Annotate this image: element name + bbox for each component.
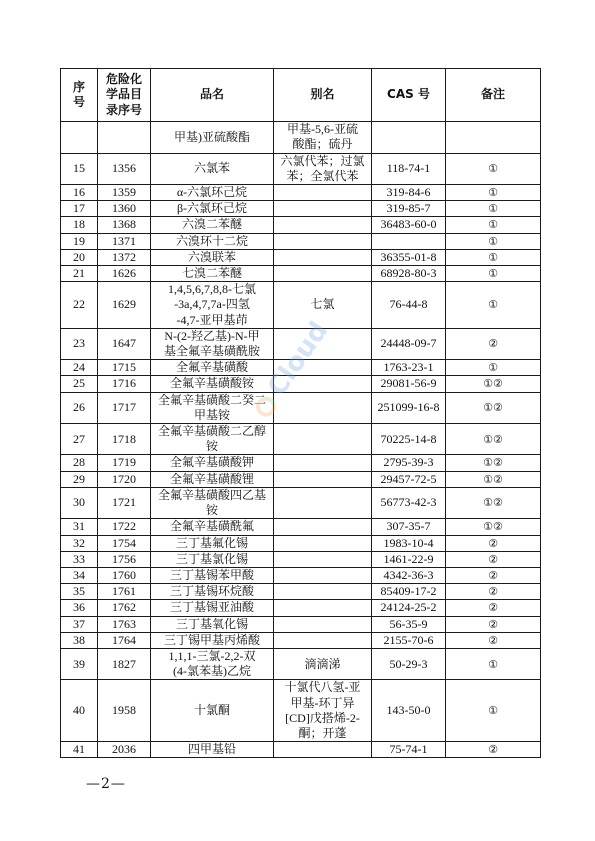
name-cell: 七溴二苯醚 (151, 266, 274, 282)
header-seq (61, 69, 98, 122)
name-cell: 十氯酮 (151, 680, 274, 742)
seq-cell: 15 (61, 153, 98, 184)
cas-cell: 4342-36-3 (372, 567, 446, 583)
table-row (61, 487, 541, 518)
cell-line: 序 (72, 79, 85, 94)
note-cell (446, 122, 541, 153)
alias-cell (274, 376, 372, 392)
seq-cell: 38 (61, 632, 98, 648)
seq-cell: 29 (61, 471, 98, 487)
catalog-no-cell: 1756 (98, 551, 151, 567)
note-cell: ② (446, 567, 541, 583)
catalog-no-cell: 1360 (98, 201, 151, 217)
alias-cell (274, 519, 372, 535)
cas-cell: 75-74-1 (372, 742, 446, 758)
cas-cell: 1983-10-4 (372, 535, 446, 551)
note-cell: ① (446, 282, 541, 329)
note-cell: ①② (446, 487, 541, 518)
note-cell: ② (446, 600, 541, 616)
page-number: —2— (86, 776, 126, 792)
cas-cell: 29081-56-9 (372, 376, 446, 392)
alias-cell (274, 201, 372, 217)
catalog-no-cell: 1760 (98, 567, 151, 583)
watermark-text: Cloud (262, 316, 335, 402)
name-cell: 六溴二苯醚 (151, 217, 274, 233)
seq-cell (61, 122, 98, 153)
cell-line: -4,7-亚甲基茚 (176, 312, 248, 327)
catalog-no-cell (98, 122, 151, 153)
name-cell: 四甲基铅 (151, 742, 274, 758)
name-cell: 全氟辛基磺酸 (151, 360, 274, 376)
cell-line: 学品目 (105, 87, 142, 102)
table-row (61, 424, 541, 455)
seq-cell: 33 (61, 551, 98, 567)
seq-cell: 36 (61, 600, 98, 616)
alias-cell (274, 185, 372, 201)
alias-cell (274, 122, 372, 153)
table-header-row (61, 69, 541, 122)
cell-line: 全氟辛基磺酸四乙基 (157, 487, 266, 502)
table-row (61, 584, 541, 600)
name-cell: 全氟辛基磺酸锂 (151, 471, 274, 487)
name-cell: 三丁基氯化锡 (151, 551, 274, 567)
seq-cell: 25 (61, 376, 98, 392)
cell-line: 甲基铵 (193, 407, 230, 422)
catalog-no-cell: 1647 (98, 328, 151, 359)
alias-cell (274, 680, 372, 742)
note-cell: ② (446, 616, 541, 632)
header-catalog-no (98, 69, 151, 122)
table-row (61, 122, 541, 153)
name-cell (151, 282, 274, 329)
table-row (61, 360, 541, 376)
table-row (61, 742, 541, 758)
catalog-no-cell: 1719 (98, 455, 151, 471)
alias-cell (274, 233, 372, 249)
alias-cell (274, 600, 372, 616)
cas-cell: 56773-42-3 (372, 487, 446, 518)
note-cell: ① (446, 217, 541, 233)
table-row (61, 471, 541, 487)
table-row (61, 217, 541, 233)
seq-cell: 21 (61, 266, 98, 282)
cas-cell (372, 233, 446, 249)
alias-cell (274, 567, 372, 583)
name-cell: 甲基)亚硫酸酯 (151, 122, 274, 153)
catalog-no-cell: 1372 (98, 249, 151, 265)
catalog-no-cell: 1764 (98, 632, 151, 648)
cell-line: 录序号 (105, 102, 142, 117)
note-cell: ① (446, 360, 541, 376)
cell-line: (4-氯苯基)乙烷 (173, 664, 251, 679)
alias-cell (274, 551, 372, 567)
alias-cell: 七氯 (274, 282, 372, 329)
name-cell (151, 648, 274, 679)
cell-line: 铵 (205, 503, 218, 518)
note-cell: ② (446, 584, 541, 600)
table-row (61, 567, 541, 583)
name-cell: 全氟辛基磺酸铵 (151, 376, 274, 392)
alias-cell (274, 471, 372, 487)
cas-cell: 85409-17-2 (372, 584, 446, 600)
cell-line: -3a,4,7,7a-四氢 (174, 297, 250, 312)
note-cell: ①② (446, 424, 541, 455)
seq-cell: 23 (61, 328, 98, 359)
seq-cell: 27 (61, 424, 98, 455)
catalog-no-cell: 1958 (98, 680, 151, 742)
cas-cell: 1461-22-9 (372, 551, 446, 567)
cas-cell: 143-50-0 (372, 680, 446, 742)
note-cell: ① (446, 680, 541, 742)
note-cell: ② (446, 535, 541, 551)
catalog-no-cell: 1718 (98, 424, 151, 455)
seq-cell: 17 (61, 201, 98, 217)
cell-line: 酸酯；硫丹 (292, 137, 353, 152)
alias-cell: 滴滴涕 (274, 648, 372, 679)
alias-cell (274, 424, 372, 455)
table-row (61, 632, 541, 648)
catalog-no-cell: 1763 (98, 616, 151, 632)
cell-line: 酮；开蓬 (298, 725, 347, 740)
cell-line: 甲基-环丁异 (290, 695, 355, 710)
note-cell: ①② (446, 455, 541, 471)
table-row (61, 153, 541, 184)
alias-cell (274, 392, 372, 423)
hazardous-chemicals-table (60, 68, 541, 758)
name-cell: 六溴环十二烷 (151, 233, 274, 249)
table-header (61, 69, 541, 122)
note-cell: ① (446, 648, 541, 679)
seq-cell: 28 (61, 455, 98, 471)
cell-line: 1,4,5,6,7,8,8-七氯 (168, 282, 256, 297)
cell-line: 1,1,1-三氯-2,2-双 (168, 648, 256, 663)
catalog-no-cell: 1359 (98, 185, 151, 201)
table-row (61, 185, 541, 201)
seq-cell: 32 (61, 535, 98, 551)
cas-cell: 2795-39-3 (372, 455, 446, 471)
name-cell: β-六氯环己烷 (151, 201, 274, 217)
cell-line: N-(2-羟乙基)-N-甲 (164, 328, 260, 343)
note-cell: ① (446, 249, 541, 265)
cas-cell: 76-44-8 (372, 282, 446, 329)
cell-line: 六氯代苯；过氯 (280, 153, 365, 168)
table-row (61, 376, 541, 392)
table-row (61, 551, 541, 567)
cas-cell: 24124-25-2 (372, 600, 446, 616)
seq-cell: 24 (61, 360, 98, 376)
cas-cell: 36483-60-0 (372, 217, 446, 233)
catalog-no-cell: 1716 (98, 376, 151, 392)
name-cell: 三丁基氧化锡 (151, 616, 274, 632)
table-row (61, 519, 541, 535)
cas-cell: 118-74-1 (372, 153, 446, 184)
catalog-no-cell: 1720 (98, 471, 151, 487)
alias-cell (274, 535, 372, 551)
seq-cell: 22 (61, 282, 98, 329)
cas-cell: 50-29-3 (372, 648, 446, 679)
catalog-no-cell: 1761 (98, 584, 151, 600)
note-cell: ① (446, 185, 541, 201)
seq-cell: 19 (61, 233, 98, 249)
name-cell (151, 392, 274, 423)
name-cell: α-六氯环己烷 (151, 185, 274, 201)
cell-line: 铵 (205, 439, 218, 454)
name-cell (151, 424, 274, 455)
cas-cell: 68928-80-3 (372, 266, 446, 282)
alias-cell (274, 632, 372, 648)
note-cell: ①② (446, 392, 541, 423)
name-cell (151, 328, 274, 359)
table-row (61, 201, 541, 217)
seq-cell: 16 (61, 185, 98, 201)
note-cell: ② (446, 632, 541, 648)
seq-cell: 41 (61, 742, 98, 758)
seq-cell: 26 (61, 392, 98, 423)
alias-cell (274, 455, 372, 471)
name-cell: 三丁基锡环烷酸 (151, 584, 274, 600)
note-cell: ① (446, 153, 541, 184)
seq-cell: 20 (61, 249, 98, 265)
seq-cell: 40 (61, 680, 98, 742)
table-body (61, 122, 541, 758)
cas-cell: 2155-70-6 (372, 632, 446, 648)
seq-cell: 34 (61, 567, 98, 583)
table-row (61, 616, 541, 632)
note-cell: ① (446, 266, 541, 282)
cas-cell: 56-35-9 (372, 616, 446, 632)
table-row (61, 648, 541, 679)
name-cell: 三丁基锡亚油酸 (151, 600, 274, 616)
name-cell: 三丁锡甲基丙烯酸 (151, 632, 274, 648)
table-row (61, 328, 541, 359)
table-row (61, 455, 541, 471)
catalog-no-cell: 2036 (98, 742, 151, 758)
table-row (61, 266, 541, 282)
catalog-no-cell: 1626 (98, 266, 151, 282)
name-cell: 全氟辛基磺酸钾 (151, 455, 274, 471)
catalog-no-cell: 1721 (98, 487, 151, 518)
table-row (61, 392, 541, 423)
header-cas: CAS 号 (372, 69, 446, 122)
note-cell: ① (446, 201, 541, 217)
header-name: 品名 (151, 69, 274, 122)
catalog-no-cell: 1754 (98, 535, 151, 551)
catalog-no-cell: 1762 (98, 600, 151, 616)
cell-line: 基全氟辛基磺酰胺 (163, 344, 260, 359)
alias-cell (274, 487, 372, 518)
cas-cell: 251099-16-8 (372, 392, 446, 423)
alias-cell (274, 360, 372, 376)
note-cell: ② (446, 551, 541, 567)
cas-cell: 319-84-6 (372, 185, 446, 201)
catalog-no-cell: 1715 (98, 360, 151, 376)
cell-line: 苯；全氯代苯 (286, 168, 359, 183)
catalog-no-cell: 1629 (98, 282, 151, 329)
note-cell: ② (446, 328, 541, 359)
seq-cell: 30 (61, 487, 98, 518)
alias-cell (274, 266, 372, 282)
table-row (61, 282, 541, 329)
catalog-no-cell: 1722 (98, 519, 151, 535)
catalog-no-cell: 1368 (98, 217, 151, 233)
note-cell: ① (446, 233, 541, 249)
alias-cell (274, 742, 372, 758)
cas-cell: 29457-72-5 (372, 471, 446, 487)
cell-line: 全氟辛基磺酸二癸二 (157, 392, 266, 407)
seq-cell: 18 (61, 217, 98, 233)
alias-cell (274, 584, 372, 600)
note-cell: ①② (446, 471, 541, 487)
note-cell: ② (446, 742, 541, 758)
table-row (61, 233, 541, 249)
name-cell: 三丁基锡苯甲酸 (151, 567, 274, 583)
name-cell: 三丁基氟化锡 (151, 535, 274, 551)
header-note: 备注 (446, 69, 541, 122)
cell-line: 号 (72, 95, 85, 110)
cell-line: 危险化 (105, 72, 142, 86)
table-row (61, 600, 541, 616)
cell-line: [CD]戊搭烯-2- (285, 710, 360, 725)
cas-cell (372, 122, 446, 153)
name-cell (151, 487, 274, 518)
cell-line: 全氟辛基磺酸二乙醇 (157, 424, 266, 439)
alias-cell (274, 153, 372, 184)
alias-cell (274, 616, 372, 632)
cas-cell: 36355-01-8 (372, 249, 446, 265)
seq-cell: 37 (61, 616, 98, 632)
name-cell: 六氯苯 (151, 153, 274, 184)
note-cell: ①② (446, 519, 541, 535)
cell-line: 甲基-5,6-亚硫 (287, 122, 358, 137)
name-cell: 全氟辛基磺酰氟 (151, 519, 274, 535)
table-row (61, 680, 541, 742)
alias-cell (274, 328, 372, 359)
alias-cell (274, 217, 372, 233)
header-alias: 别名 (274, 69, 372, 122)
cas-cell: 24448-09-7 (372, 328, 446, 359)
seq-cell: 31 (61, 519, 98, 535)
catalog-no-cell: 1717 (98, 392, 151, 423)
cell-line: 十氯代八氢-亚 (284, 680, 361, 695)
cas-cell: 307-35-7 (372, 519, 446, 535)
table-row (61, 535, 541, 551)
cas-cell: 319-85-7 (372, 201, 446, 217)
cas-cell: 70225-14-8 (372, 424, 446, 455)
seq-cell: 35 (61, 584, 98, 600)
note-cell: ①② (446, 376, 541, 392)
catalog-no-cell: 1827 (98, 648, 151, 679)
alias-cell (274, 249, 372, 265)
catalog-no-cell: 1356 (98, 153, 151, 184)
seq-cell: 39 (61, 648, 98, 679)
table-row (61, 249, 541, 265)
name-cell: 六溴联苯 (151, 249, 274, 265)
cas-cell: 1763-23-1 (372, 360, 446, 376)
catalog-no-cell: 1371 (98, 233, 151, 249)
